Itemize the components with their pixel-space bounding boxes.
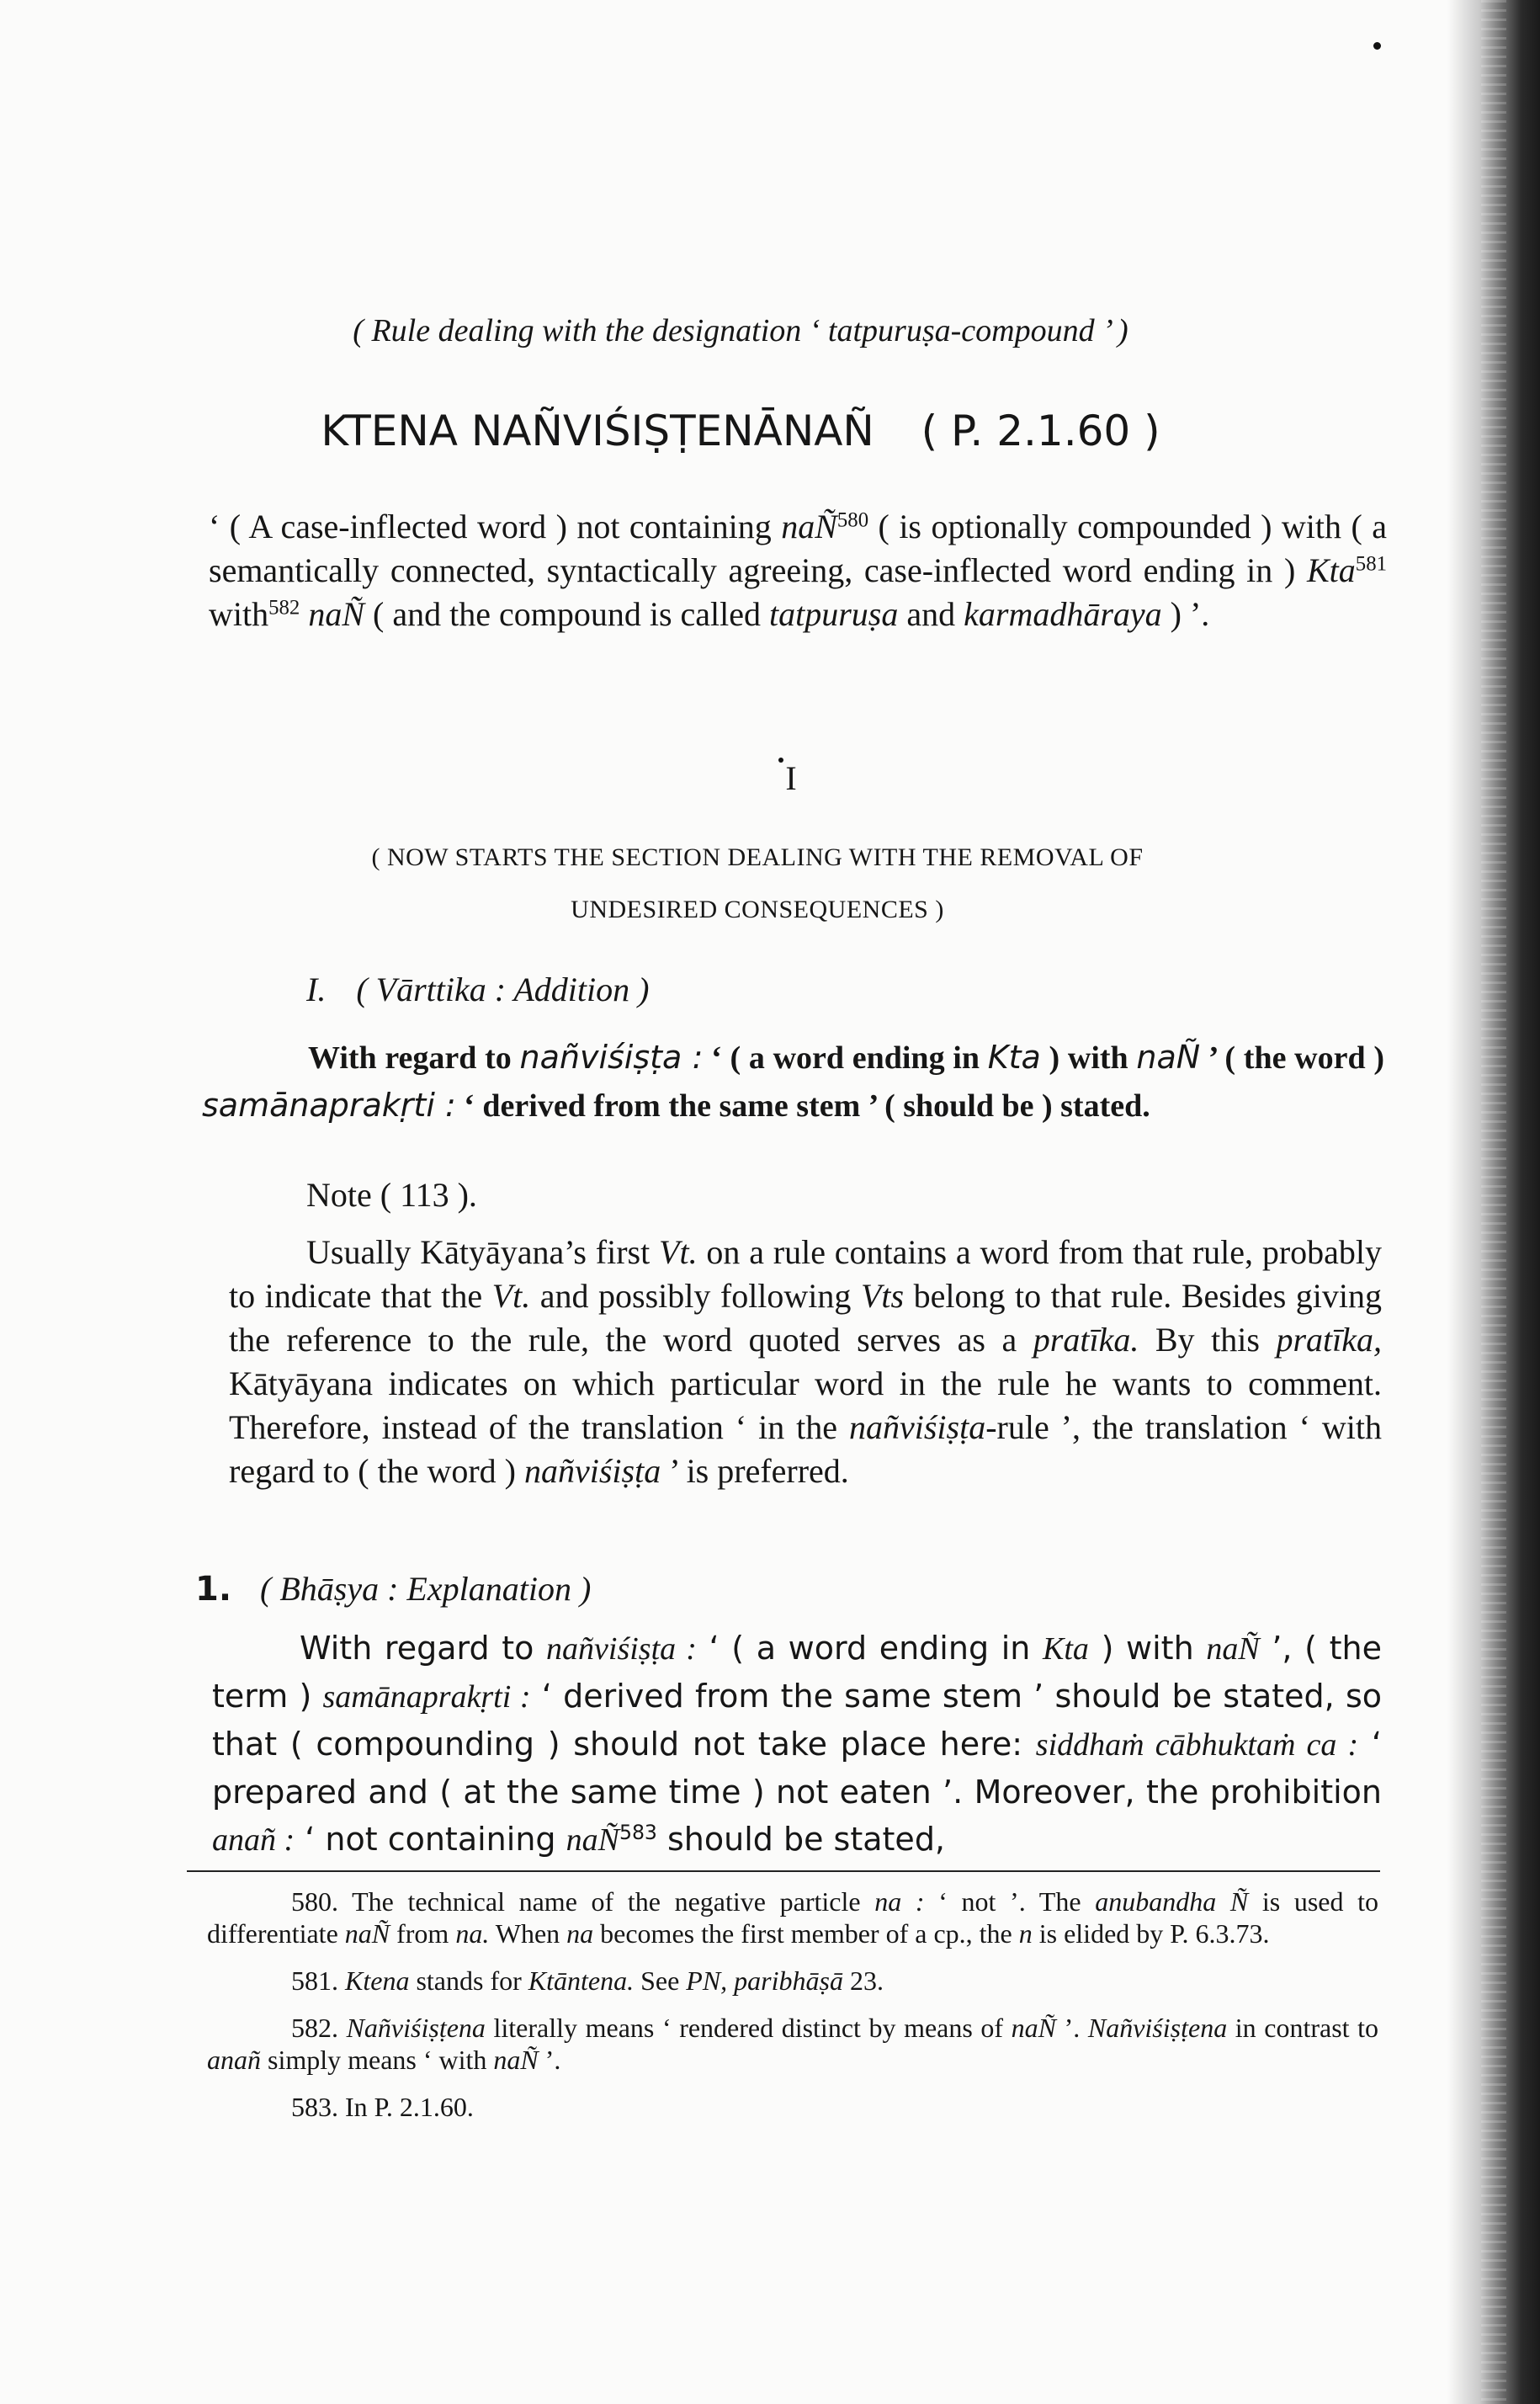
term: naÑ: [1011, 2013, 1057, 2043]
text-run: and possibly following: [530, 1277, 861, 1315]
text-run: is used to differentiate: [207, 1886, 1379, 1949]
text-run: Kātyāyana indicates on which particular word in the rule he wants to comment. Therefore, instead of the translation ‘ in the: [229, 1364, 1382, 1446]
text-run: ) with: [1088, 1630, 1207, 1667]
footnotes: [207, 1885, 1378, 2123]
text-run: from: [390, 1918, 456, 1949]
term: n: [1018, 1918, 1033, 1949]
text-run: ‘ derived from the same stem ’ should be stated, so that ( compounding ) should not take place here:: [212, 1678, 1382, 1763]
text-run: When: [489, 1918, 567, 1949]
text-run: In P. 2.1.60.: [338, 2092, 474, 2122]
text-run: and: [898, 595, 964, 633]
term: pratīka.: [1033, 1321, 1139, 1359]
term: Kta: [1307, 551, 1356, 589]
footnote-ref-580: 580: [836, 508, 869, 532]
text-run: belong to that rule. Besides giving the reference to the rule, the word quoted serves as a: [229, 1277, 1383, 1359]
sutra-reference: ( P. 2.1.60 ): [921, 407, 1160, 455]
text-run: ‘ ( a word ending in: [703, 1040, 988, 1076]
text-run: ( and the compound is called: [364, 595, 769, 633]
term: na :: [874, 1886, 925, 1917]
term: Vt.: [491, 1277, 531, 1315]
varttika-text: [202, 1034, 1384, 1130]
term: na: [566, 1918, 594, 1949]
footnote-number: 581.: [291, 1965, 338, 1996]
text-run: is elided by P. 6.3.73.: [1032, 1918, 1270, 1949]
note-text: [229, 1231, 1382, 1493]
note-heading: Note ( 113 ).: [306, 1176, 477, 1214]
section-heading-line-2: UNDESIRED CONSEQUENCES ): [571, 896, 944, 923]
bhasya-number: 1.: [195, 1570, 232, 1609]
bhasya-label: [195, 1567, 953, 1611]
footnote-ref-581: 581: [1355, 552, 1387, 576]
text-run: on a rule contains a word from that rule, probably to indicate that the: [229, 1233, 1383, 1315]
term: samānaprakṛti :: [322, 1679, 531, 1715]
footnote-582: [207, 2012, 1378, 2076]
footnote-581: [207, 1965, 1378, 1997]
rule-translation: [209, 505, 1387, 636]
footnote-580: [207, 1885, 1378, 1949]
term: Ktena: [338, 1965, 410, 1996]
footnote-number: 582.: [291, 2013, 338, 2043]
term: Vt.: [659, 1233, 698, 1271]
sutra-title-line: [219, 404, 1262, 458]
text-run: ( is optionally compounded ) with ( a semantically connected, syntactically agreeing, case-inflected word ending in ): [209, 508, 1387, 589]
text-run: ‘ prepared and ( at the same time ) not eaten ’. Moreover, the prohibition: [212, 1726, 1383, 1811]
text-run: ’, ( the term ): [212, 1630, 1382, 1715]
footnote-divider: [187, 1870, 1380, 1872]
text-run: ‘ not containing: [295, 1821, 566, 1858]
term: Ktāntena.: [528, 1965, 635, 1996]
term: anañ: [207, 2045, 261, 2075]
text-run: ’ is preferred.: [661, 1452, 849, 1490]
varttika-number: I.: [306, 971, 327, 1008]
text-run: 23.: [842, 1965, 884, 1996]
varttika-label: [306, 968, 1064, 1012]
term: Kta: [987, 1039, 1041, 1076]
term: tatpuruṣa: [769, 595, 899, 633]
text-run: ) ’.: [1161, 595, 1210, 633]
term: samānaprakṛti :: [202, 1087, 456, 1124]
term: PN, paribhāṣā: [686, 1965, 843, 1996]
term: anañ :: [212, 1822, 295, 1858]
footnote-number: 583.: [291, 2092, 338, 2122]
term: Vts: [860, 1277, 905, 1315]
section-heading: [252, 832, 1262, 936]
bhasya-title: ( Bhāṣya : Explanation ): [260, 1570, 592, 1608]
text-run: ‘ ( A case-inflected word ) not containing: [209, 508, 782, 545]
term: karmadhāraya: [964, 595, 1162, 633]
text-run: Usually Kātyāyana’s first: [306, 1233, 660, 1271]
term: naÑ: [344, 1918, 390, 1949]
term: naÑ: [308, 595, 365, 633]
text-run: becomes the first member of a cp., the: [593, 1918, 1019, 1949]
text-run: The technical name of the negative particle: [338, 1886, 875, 1917]
text-run: By this: [1139, 1321, 1277, 1359]
footnote-ref-583: 583: [619, 1821, 657, 1845]
text-run: ) with: [1040, 1040, 1137, 1076]
varttika-title: ( Vārttika : Addition ): [356, 971, 650, 1008]
term: siddhaṁ cābhuktaṁ ca :: [1035, 1727, 1359, 1763]
text-run: should be stated,: [656, 1821, 946, 1858]
term: naÑ: [781, 508, 837, 545]
term: Nañviśiṣṭena: [1087, 2013, 1228, 2043]
sutra-title: KTENA NAÑVIŚIṢṬENĀNAÑ: [321, 407, 874, 455]
footnote-ref-582: 582: [268, 596, 300, 620]
rule-heading: ( Rule dealing with the designation ‘ tatpuruṣa-compound ’ ): [353, 313, 1128, 348]
term: Nañviśiṣṭena: [338, 2013, 486, 2043]
scan-speck: [1373, 42, 1381, 50]
text-run: ‘ ( a word ending in: [696, 1630, 1043, 1667]
term: naÑ: [1206, 1631, 1260, 1667]
text-run: ’.: [538, 2045, 561, 2075]
text-run: See: [634, 1965, 687, 1996]
term: pratīka,: [1276, 1321, 1382, 1359]
term: na.: [455, 1918, 490, 1949]
term: naÑ: [493, 2045, 539, 2075]
term: naÑ: [566, 1822, 619, 1858]
text-run: ‘ not ’. The: [924, 1886, 1096, 1917]
text-run: With regard to: [300, 1630, 547, 1667]
footnote-number: 580.: [291, 1886, 338, 1917]
term: nañviśiṣṭa :: [519, 1039, 704, 1076]
text-run: with: [209, 595, 269, 633]
text-run: With regard to: [308, 1040, 520, 1076]
term: nañviśiṣṭa: [523, 1452, 661, 1490]
text-run: ’.: [1056, 2013, 1088, 2043]
text-run: ‘ derived from the same stem ’ ( should be ) stated.: [455, 1088, 1150, 1124]
text-run: simply means ‘ with: [261, 2045, 494, 2075]
footnote-583: [207, 2091, 1378, 2123]
section-number: I: [785, 759, 797, 797]
text-run: literally means ‘ rendered distinct by means of: [485, 2013, 1012, 2043]
term: nañviśiṣṭa :: [546, 1631, 697, 1667]
term: anubandha Ñ: [1095, 1886, 1249, 1917]
text-run: ’ ( the word ): [1200, 1040, 1384, 1076]
text-run: stands for: [409, 1965, 528, 1996]
text-run: in contrast to: [1227, 2013, 1379, 2043]
term: naÑ: [1136, 1039, 1201, 1076]
term: nañviśiṣṭa: [848, 1408, 986, 1446]
section-heading-line-1: ( NOW STARTS THE SECTION DEALING WITH THE REMOVAL OF: [371, 843, 1144, 871]
text-run: -rule ’, the translation ‘ with regard to ( the word ): [229, 1408, 1382, 1490]
bhasya-text: [212, 1625, 1382, 1864]
scanned-page-edge-texture: [1481, 0, 1506, 2404]
term: Kta: [1043, 1631, 1089, 1667]
